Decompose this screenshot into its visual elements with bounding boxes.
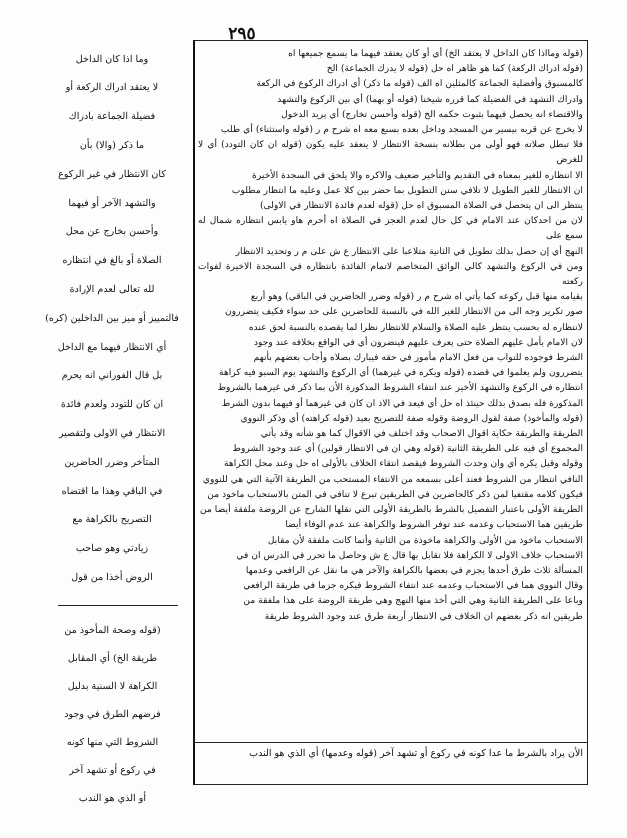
commentary-line: طريقين هما الاستحباب وعدمه عند توفر الشروط والكراهة عند عدم الوفاء أيضا xyxy=(285,519,583,531)
matn-line: بل قال الفوراني انه يحرم xyxy=(61,370,163,382)
commentary-line: لان من احدكان عند الامام في كل حال لعدم العجز في الصلاة اه أحرم هاو يابس انتظاره شمال له سمع على xyxy=(198,215,583,242)
matn-line: في الباقي وهذا ما اقتضاه xyxy=(61,485,163,497)
matn-line: وأحسن بخارج عن محل xyxy=(65,226,159,238)
side-divider xyxy=(58,605,178,606)
side-column-text xyxy=(42,40,182,600)
commentary-line: النهج أي إن حصل بذلك تطويل في الثانية متلاعبا على الانتظار ع ش على م ر وتحديد الانتظار xyxy=(235,245,583,257)
commentary-line: فيكون كلامه مقتفيا لمن ذكر كالحاضرين في الطريقين تبرع لا تنافي في المتن بالاستحباب ماخوذ من xyxy=(207,488,583,500)
matn-line: الروض أخذا من قول xyxy=(71,571,153,583)
matn-line: الصلاة أو بالغ في انتظاره xyxy=(62,255,162,267)
note-line: طريقة الخ) أي المقابل xyxy=(67,652,158,664)
matn-line: ان كان للتودد ولعدم فائدة xyxy=(60,399,164,411)
commentary-line: (قوله ادراك الركعة) كما هو ظاهر اه حل (قوله لا يدرك الجماعة) الخ xyxy=(326,63,583,75)
commentary-line: فلا تبطل صلاته فهو أولى من بطلانه بنسخة الانتظار لا ينعقد عليه يكون (قوله ان كان التودد) أي لا للغرض xyxy=(198,139,583,166)
matn-line: زيادتي وهو صاحب xyxy=(75,543,149,555)
commentary-line: لانتظاره له بحسب ينتظر عليه الصلاة والسلام للانتظار نظرا لما يقصده بالنسبة لحق عنده xyxy=(248,321,583,333)
commentary-line: لان الامام يأمل عليهم الصلاة حتى يعرف عليهم فينضرون أي في الواقع بخلافه عند وجود xyxy=(253,336,583,348)
commentary-line: النافي انتظار من الشروط فعند أعلى بسمعه من الانتفاء المستحب من الطريقة الآتية التي هي للنووي xyxy=(202,473,583,485)
matn-line: كان الانتظار في غير الركوع xyxy=(58,168,166,180)
commentary-line: الطريقة والطريقة حكاية اقوال الاصحاب وقد اختلف في الاقوال كما هو شأنه وقد يأتي xyxy=(260,428,583,440)
commentary-line: طريقين انه ذكر بعضهم ان الخلاف في الانتظار أربعة طرق عند وجود الشروط طريقة xyxy=(264,610,583,622)
bottom-rule xyxy=(193,742,588,743)
catchword-line: الأن يراد بالشرط ما عدا كونه في ركوع أو تشهد آخر (قوله وعدمها) أي الذي هو الندب xyxy=(249,748,583,759)
side-notes xyxy=(40,612,185,812)
commentary-line: الا انتظاره للغير بمعناه في التقديم والتأخير ضعيف والاكره والا يلحق في السجدة الأخيرة xyxy=(252,169,583,181)
main-commentary xyxy=(198,46,583,726)
matn-line: والتشهد الآخر أو فيهما xyxy=(68,197,156,209)
commentary-line: يتضررون ولم يعلموا في قصده (قوله ويكره في غيرهما) أي الركوع والتشهد يوم السبو فيه كراهة xyxy=(219,367,583,379)
matn-line: الانتظار في الاولى ولتقصير xyxy=(58,427,166,439)
matn-line: أي الانتظار فيهما مع الداخل xyxy=(57,341,167,353)
commentary-line: ينتظر الى ان يتحصل في الصلاة المسبوق اه حل (قوله لعدم فائدة الانتظار في الاولى) xyxy=(259,200,583,212)
matn-line: التصريح بالكراهة مع xyxy=(72,514,152,526)
commentary-line: الطريقة الأولى باعتبار التفصيل بالشرط بالطريقة الأولى التي نقلها الشارح عن الروضة ملفقة أيضا من xyxy=(199,504,583,516)
commentary-line: وقوله وقيل يكره أي وان وجدت الشروط فيقصد انتقاء الخلاف بالأولى اه حل وعند محل الكراهة xyxy=(224,458,583,470)
commentary-line: وادراك التشهد في الفضيلة كما قرره شيخنا (قوله أو بهما) أي بين الركوع والتشهد xyxy=(277,93,583,105)
commentary-line: ومن في الركوع والتشهد كالي الوائق المتخاصم لاتمام الفائدة بانتظاره في السجدة الاخيرة لفوات ركعته xyxy=(198,260,583,288)
commentary-line: كالمسبوق وأفضلية الجماعة كالمثلين اه الف (قوله ما ذكر) أي ادراك الركوع في الركعة xyxy=(256,78,583,90)
matn-line: المتأخر وضرر الحاضرين xyxy=(64,456,160,468)
commentary-line: لا يخرج عن قربه بيسير من المسجد وداخل بعده بسبع معه اه شرح م ر (قوله واستثناء) أي طلب xyxy=(220,124,583,136)
matn-line xyxy=(42,597,182,600)
page-number: ٢٩٥ xyxy=(228,24,256,44)
note-line: (قوله وصحة المأخوذ من xyxy=(64,624,161,636)
commentary-line: وقال النووي هما في الاستحباب وعدمه عند انتفاء الشروط فيكره جزما في طريقة الرافعي xyxy=(243,580,583,592)
note-line: الشروط التي منها كونه xyxy=(66,736,159,748)
matn-line: لله تعالى لعدم الإرادة xyxy=(69,283,155,295)
matn-line: فالتمييز أو ميز بين الداخلين (كره) xyxy=(45,312,179,324)
note-line: الكراهة لا السنية بدليل xyxy=(67,680,158,692)
matn-line: فضيلة الجماعة بادراك xyxy=(68,111,156,123)
commentary-line: (قوله والمأخوذ) صفة لقول الروضة وقوله صفة للتصريح بعيد (قوله كراهته) أي وذكر النووي xyxy=(240,412,583,424)
commentary-line: صور تكرير وجه الى من الانتظار للغير الله في بالنسبة للحاضرين على حد سواء فكيف يتضررون xyxy=(224,306,583,318)
commentary-line: الشرط فوجوده للنواب من فعل الامام مأمور في حقه فيبارك بصلاه وأجاب بعضهم بأنهم xyxy=(253,352,583,364)
commentary-line: المجموع أي فيه على الطريقة الثانية (قوله وهي ان في الانتظار قولين) أي عند وجود الشروط xyxy=(232,443,583,455)
commentary-line: ان الانتظار للغير الطويل لا تلافي سنن التطويل بما حضر بين كلا عمل وعليه ما انتظار مطلوب xyxy=(231,184,583,196)
commentary-line: المذكورة فله بصدق بذلك حينئذ اه حل أي فيعد في الاذ ان كان في غيرهما أو فيهما بدون الشرط xyxy=(221,397,583,409)
commentary-line: وباعا على الطريقة الثانية وهي التي أخذ منها النهج وهي طريقة الروضة على هذا ملفقة من xyxy=(243,595,583,607)
matn-line: وما اذا كان الداخل xyxy=(75,53,149,65)
commentary-line: الاستحباب ماخوذ من الأولى والكراهة ماخوذة من الثانية وأنما كانت ملفقة لأن مقابل xyxy=(267,534,583,546)
commentary-line: والاقتضاء انه يحصل فيهما بثبوت حكمه الخ (قوله وأحسن تخارج) أي يريد الدخول xyxy=(281,108,583,120)
matn-line: ما ذكر (والا) بأن xyxy=(79,139,145,151)
commentary-line: انتظاره في الركوع والتشهد الأخير عند انتفاء الشروط المذكورة الأن بما ذكر في غيرهما بالشروط xyxy=(217,382,583,394)
commentary-line: الاستحباب خلاف الاولى لا الكراهة فلا تقابل بها قال ع ش وحاصل ما تحرر في الدرس ان في xyxy=(236,549,583,561)
commentary-line: (قوله ومااذا كان الداخل لا يعتقد الخ) أي أو كان يعتقد فيهما ما يسمع جميعها اه xyxy=(288,48,583,59)
note-line: أو الذي هو الندب xyxy=(78,793,147,805)
note-line: فرضهم الطرق في وجود xyxy=(64,708,161,720)
commentary-line: بقيامه منها قبل ركوعه كما يأتي اه شرح م ر (قوله وضرر الحاضرين في الباقي) وهو أربع xyxy=(250,291,583,303)
matn-line: لا يعتقد ادراك الركعة أو xyxy=(65,82,159,94)
note-line: في ركوع أو تشهد آخر xyxy=(69,765,156,777)
commentary-line: المسألة ثلاث طرق أحدها يجزم في بعضها بالكراهة والآخر هي ما نقل عن الرافعي وعدمها xyxy=(245,564,583,576)
